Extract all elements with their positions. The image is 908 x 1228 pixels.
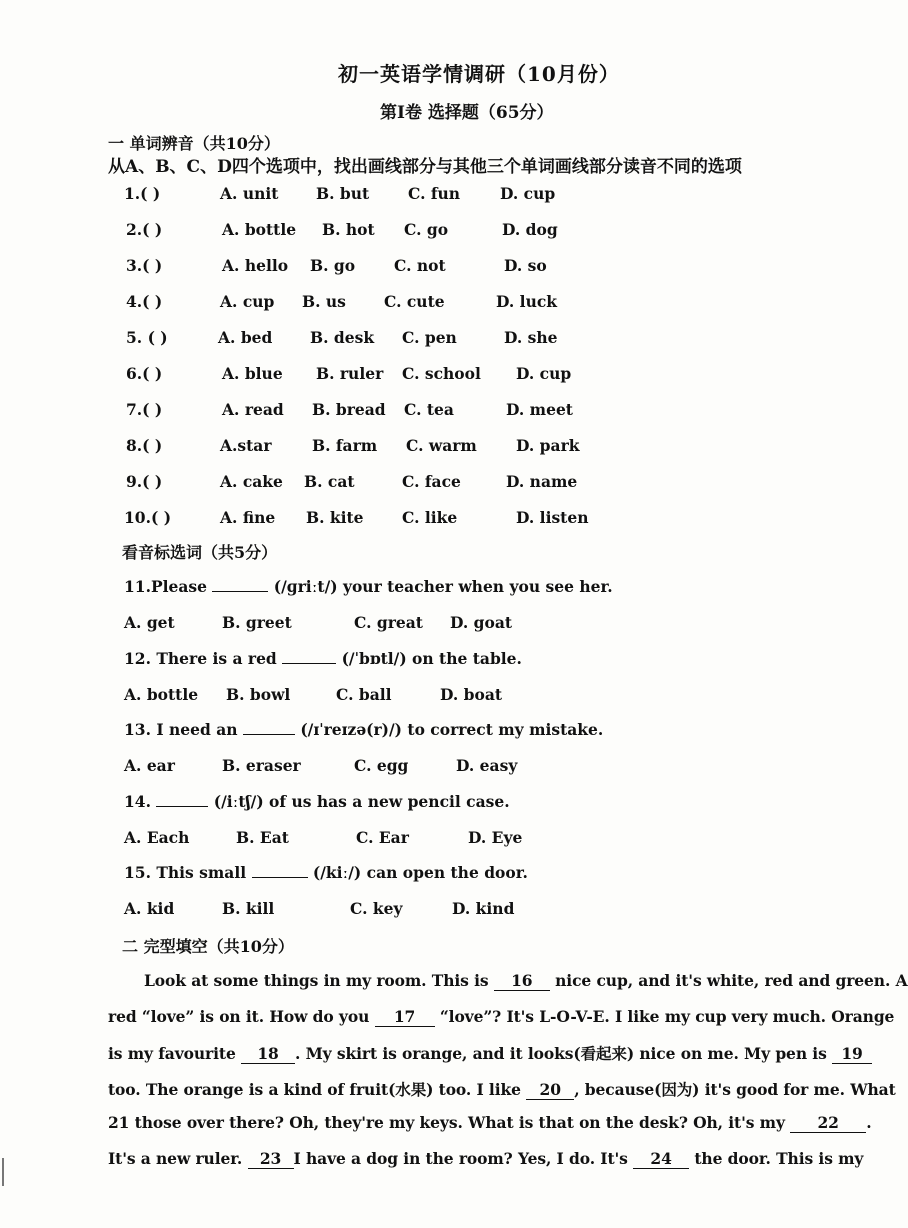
passage-text: , because(因为) it's good for me. What — [574, 1080, 896, 1099]
option-a: A. fine — [220, 508, 276, 527]
option-d: D. easy — [456, 756, 518, 775]
question-stem — [124, 792, 510, 811]
question-number: 8.( ) — [126, 436, 163, 455]
option-d: D. meet — [506, 400, 573, 419]
answer-blank[interactable] — [252, 877, 308, 878]
option-d: D. luck — [496, 292, 558, 311]
option-b: B. kill — [222, 899, 275, 918]
scan-edge-mark — [2, 1158, 4, 1186]
question-number: 6.( ) — [126, 364, 163, 383]
option-a: A. get — [124, 613, 175, 632]
passage-line — [108, 1149, 863, 1169]
option-b: B. desk — [310, 328, 375, 347]
passage-text: “love”? It's L-O-V-E. I like my cup very much. Orange — [434, 1007, 895, 1026]
option-a: A. bottle — [124, 685, 199, 704]
option-d: D. boat — [440, 685, 503, 704]
option-d: D. so — [504, 256, 547, 275]
stem-text: 13. I need an — [124, 720, 243, 739]
page-title: 初一英语学情调研（10月份） — [338, 62, 620, 86]
option-b: B. us — [302, 292, 346, 311]
answer-blank[interactable] — [282, 663, 336, 664]
passage-text: too. The orange is a kind of fruit(水果) too. I like — [108, 1080, 527, 1099]
passage-line — [108, 1007, 894, 1027]
option-d: D. park — [516, 436, 580, 455]
cloze-blank[interactable]: 19 — [832, 1044, 872, 1064]
answer-blank[interactable] — [212, 591, 268, 592]
option-d: D. dog — [502, 220, 558, 239]
stem-text: 15. This small — [124, 863, 252, 882]
option-c: C. go — [404, 220, 449, 239]
option-b: B. hot — [322, 220, 375, 239]
question-number: 1.( ) — [124, 184, 161, 203]
stem-text: 14. — [124, 792, 157, 811]
question-stem — [124, 720, 603, 739]
passage-text: Look at some things in my room. This is — [144, 971, 494, 990]
option-b: B. eraser — [222, 756, 301, 775]
option-d: D. name — [506, 472, 578, 491]
option-b: B. but — [316, 184, 370, 203]
section2-heading: 看音标选词（共5分） — [122, 543, 278, 562]
option-c: C. key — [350, 899, 403, 918]
option-b: B. kite — [306, 508, 364, 527]
cloze-blank[interactable]: 18 — [241, 1044, 295, 1064]
cloze-number: 21 — [108, 1113, 130, 1132]
question-number: 3.( ) — [126, 256, 163, 275]
option-a: A. kid — [124, 899, 175, 918]
passage-text: the door. This is my — [689, 1149, 864, 1168]
option-b: B. cat — [304, 472, 355, 491]
passage-line — [108, 1113, 871, 1133]
option-c: C. like — [402, 508, 458, 527]
stem-text: (/ɡriːt/) your teacher when you see her. — [268, 577, 613, 596]
option-a: A. unit — [220, 184, 279, 203]
cloze-blank[interactable]: 22 — [790, 1113, 866, 1133]
option-b: B. farm — [312, 436, 378, 455]
option-d: D. cup — [516, 364, 572, 383]
option-b: B. Eat — [236, 828, 289, 847]
option-d: D. she — [504, 328, 558, 347]
question-stem — [124, 577, 613, 596]
option-a: A.star — [220, 436, 272, 455]
stem-text: (/ɪˈreɪzə(r)/) to correct my mistake. — [294, 720, 604, 739]
passage-text: . My skirt is orange, and it looks(看起来) nice on me. My pen is — [295, 1044, 832, 1063]
cloze-blank[interactable]: 16 — [494, 971, 550, 991]
question-number: 9.( ) — [126, 472, 163, 491]
option-a: A. read — [222, 400, 284, 419]
option-c: C. Ear — [356, 828, 409, 847]
option-a: A. blue — [222, 364, 283, 383]
passage-text: nice cup, and it's white, red and green. A — [549, 971, 908, 990]
option-c: C. great — [354, 613, 423, 632]
option-a: A. Each — [124, 828, 190, 847]
option-c: C. not — [394, 256, 446, 275]
cloze-blank[interactable]: 24 — [633, 1149, 689, 1169]
question-number: 2.( ) — [126, 220, 163, 239]
section3-heading: 二 完型填空（共10分） — [122, 937, 294, 956]
stem-text: (/iːtʃ/) of us has a new pencil case. — [208, 792, 510, 811]
question-number: 10.( ) — [124, 508, 172, 527]
section1-heading: 一 单词辨音（共10分） — [108, 134, 280, 153]
option-c: C. school — [402, 364, 481, 383]
section1-instruction: 从A、B、C、D四个选项中，找出画线部分与其他三个单词画线部分读音不同的选项 — [108, 157, 742, 177]
option-a: A. bottle — [222, 220, 297, 239]
option-c: C. fun — [408, 184, 461, 203]
passage-line — [144, 971, 908, 991]
stem-text: 11.Please — [124, 577, 213, 596]
option-c: C. cute — [384, 292, 445, 311]
passage-text: It's a new ruler. — [108, 1149, 248, 1168]
option-b: B. greet — [222, 613, 292, 632]
cloze-blank[interactable]: 17 — [375, 1007, 435, 1027]
passage-line — [108, 1078, 896, 1100]
stem-text: 12. There is a red — [124, 649, 283, 668]
option-a: A. hello — [222, 256, 289, 275]
question-number: 7.( ) — [126, 400, 163, 419]
cloze-blank[interactable]: 23 — [248, 1149, 294, 1169]
option-c: C. tea — [404, 400, 454, 419]
option-d: D. goat — [450, 613, 513, 632]
passage-text: those over there? Oh, they're my keys. What is that on the desk? Oh, it's my — [129, 1113, 791, 1132]
question-stem — [124, 649, 522, 668]
option-c: C. pen — [402, 328, 457, 347]
option-d: D. listen — [516, 508, 589, 527]
question-stem — [124, 863, 528, 882]
option-c: C. face — [402, 472, 461, 491]
option-c: C. ball — [336, 685, 392, 704]
option-a: A. cake — [220, 472, 283, 491]
option-b: B. bread — [312, 400, 386, 419]
option-c: C. egg — [354, 756, 409, 775]
option-b: B. bowl — [226, 685, 291, 704]
answer-blank[interactable] — [243, 734, 295, 735]
answer-blank[interactable] — [156, 806, 208, 807]
passage-text: red “love” is on it. How do you — [108, 1007, 375, 1026]
option-d: D. cup — [500, 184, 556, 203]
option-a: A. ear — [124, 756, 175, 775]
stem-text: (/kiː/) can open the door. — [307, 863, 528, 882]
stem-text: (/ˈbɒtl/) on the table. — [336, 649, 522, 668]
cloze-blank[interactable]: 20 — [526, 1080, 574, 1100]
question-number: 5. ( ) — [126, 328, 168, 347]
passage-line — [108, 1042, 872, 1064]
passage-text: . — [866, 1113, 872, 1132]
passage-text: I have a dog in the room? Yes, I do. It's — [293, 1149, 634, 1168]
option-d: D. kind — [452, 899, 515, 918]
option-b: B. go — [310, 256, 356, 275]
option-d: D. Eye — [468, 828, 523, 847]
option-a: A. cup — [220, 292, 275, 311]
section-subtitle: 第Ⅰ卷 选择题（65分） — [380, 103, 554, 123]
question-number: 4.( ) — [126, 292, 163, 311]
passage-text: is my favourite — [108, 1044, 242, 1063]
option-b: B. ruler — [316, 364, 384, 383]
option-a: A. bed — [218, 328, 273, 347]
option-c: C. warm — [406, 436, 477, 455]
